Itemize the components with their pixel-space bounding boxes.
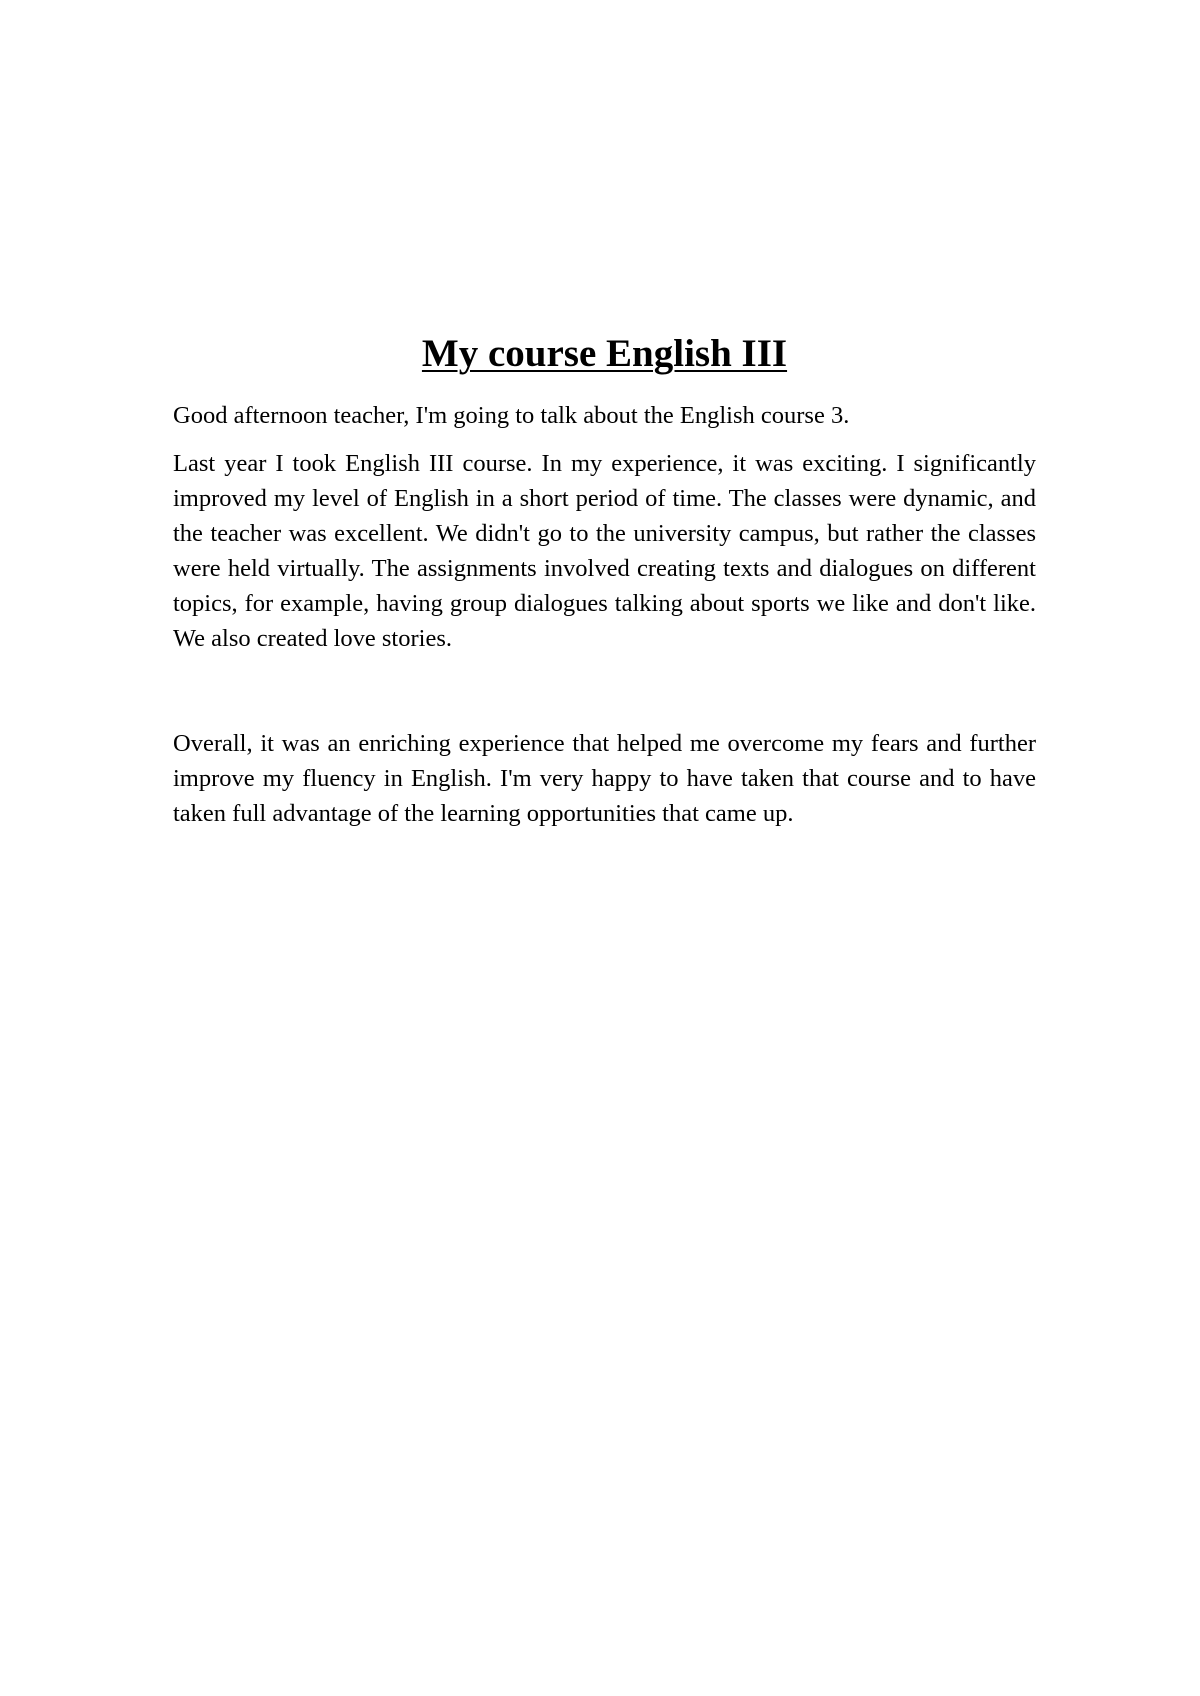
- document-title: My course English III: [421, 332, 788, 375]
- paragraph-greeting: Good afternoon teacher, I'm going to talk about the English course 3.: [173, 402, 850, 429]
- paragraph-conclusion: Overall, it was an enriching experience that helped me overcome my fears and further improve my fluency in English. I'm very happy to have taken that course and to have taken full advantage of the learning opportunities that came up.: [173, 730, 1036, 827]
- paragraph-experience: Last year I took English III course. In my experience, it was exciting. I significantly improved my level of English in a short period of time. The classes were dynamic, and the teacher was excellent. We didn't go to the university campus, but rather the classes were held virtually. The assignments involved creating texts and dialogues on different topics, for example, having group dialogues talking about sports we like and don't like. We also created love stories.: [173, 450, 1036, 652]
- document-content: [173, 330, 1036, 831]
